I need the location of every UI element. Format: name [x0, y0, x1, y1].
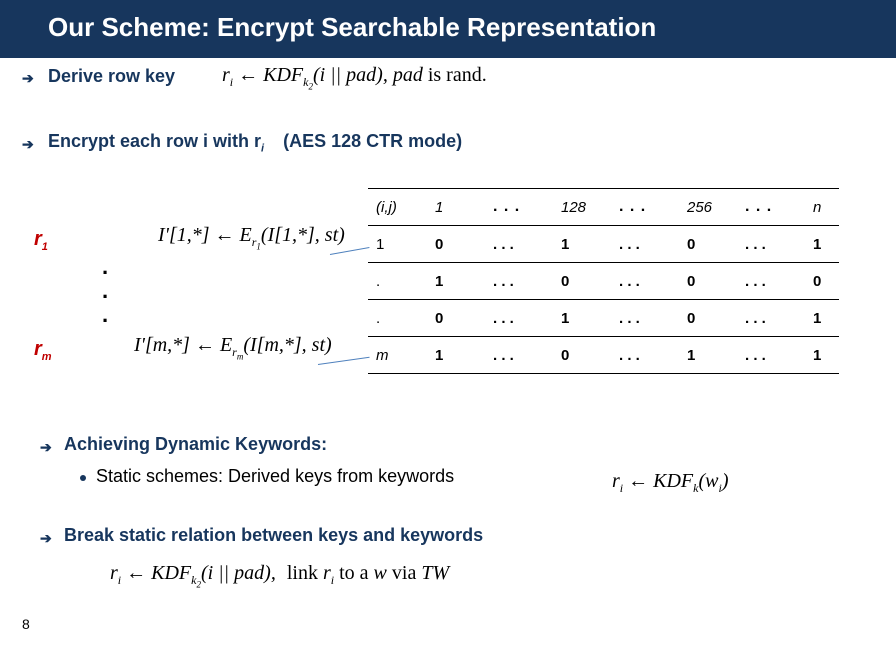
eq4-arrow: ← [126, 562, 147, 584]
encm-sub: r [232, 345, 237, 359]
matrix-cell: . . . [737, 226, 805, 263]
eq3-fn-sub: k [693, 481, 699, 495]
b2-label: Encrypt each row i with r [48, 131, 262, 151]
matrix-cell: . . . [737, 337, 805, 374]
matrix-cell: 0 [805, 263, 839, 300]
rm-label: r [34, 338, 42, 360]
matrix-row [368, 300, 839, 337]
matrix-row [368, 226, 839, 263]
matrix-cell: . . . [737, 300, 805, 337]
matrix-header-row [368, 189, 839, 226]
matrix-cell: . . . [611, 226, 679, 263]
sub-bullet-static-schemes: Static schemes: Derived keys from keywords [96, 466, 455, 486]
equation-static-keys [612, 470, 728, 496]
encm-args: (I[m,*], st) [243, 334, 332, 356]
arrow-bullet-icon: ➔ [40, 530, 52, 546]
matrix-row [368, 337, 839, 374]
matrix-cell: 1 [679, 337, 737, 374]
matrix-cell: 0 [679, 226, 737, 263]
eq4-tw: TW [421, 562, 450, 584]
rm-sub: m [41, 351, 52, 363]
eq3-lhs-sub: i [619, 481, 624, 495]
matrix-row [368, 263, 839, 300]
equation-dynamic-link [110, 562, 449, 589]
matrix-cell: . . . [485, 226, 553, 263]
matrix-cell: 1 [805, 300, 839, 337]
matrix-cell: 1 [553, 226, 611, 263]
matrix-cell: . . . [611, 300, 679, 337]
eq4-fn-subsub: 2 [196, 579, 201, 590]
equation-encrypt-row-1 [158, 224, 345, 251]
r1-sub: 1 [41, 241, 48, 253]
vertical-dot-2: . [102, 278, 109, 303]
matrix-header-cell: n [805, 189, 839, 226]
matrix-cell: . . . [485, 300, 553, 337]
matrix-row-index: 1 [368, 226, 427, 263]
eq4-r-sub: i [330, 573, 335, 587]
eq1-tail-var: pad [392, 64, 423, 86]
matrix-cell: 1 [427, 337, 485, 374]
r1-label: r [34, 228, 42, 250]
eq1-tail-text: is rand. [427, 64, 487, 86]
matrix-cell: 0 [553, 337, 611, 374]
matrix-cell: 1 [427, 263, 485, 300]
bullet-break-static-relation: Break static relation between keys and keywords [64, 525, 484, 545]
eq3-args-sub: i [718, 481, 722, 495]
dot-bullet-icon [80, 475, 86, 481]
searchable-index-matrix [368, 188, 839, 374]
matrix-header-cell: . . . [611, 189, 679, 226]
matrix-row-index: . [368, 263, 427, 300]
matrix-cell: . . . [485, 263, 553, 300]
eq1-fn: KDF [263, 64, 304, 86]
matrix-header-cell: 1 [427, 189, 485, 226]
matrix-row-index: m [368, 337, 427, 374]
eq4-args: (i || pad), [200, 562, 276, 584]
eq3-args: (w [698, 470, 719, 492]
vertical-dot-3: . [102, 302, 109, 327]
matrix-row-index: . [368, 300, 427, 337]
matrix-header-cell: (i,j) [368, 189, 427, 226]
eq3-lhs: r [612, 470, 620, 492]
arrow-bullet-icon: ➔ [40, 439, 52, 455]
eq4-via: via [391, 562, 417, 584]
matrix-cell: 1 [553, 300, 611, 337]
enc1-subsub: 1 [256, 241, 261, 252]
matrix-header-cell: . . . [737, 189, 805, 226]
eq4-toa: to a [339, 562, 369, 584]
matrix-cell: 0 [679, 263, 737, 300]
eq1-lhs: r [222, 64, 230, 86]
eq4-r: r [322, 562, 331, 584]
eq4-link: link [286, 562, 318, 584]
matrix-cell: 0 [427, 300, 485, 337]
eq4-lhs: r [110, 562, 118, 584]
enc1-args: (I[1,*], st) [260, 224, 345, 246]
matrix-cell: 0 [679, 300, 737, 337]
matrix-header-cell: 256 [679, 189, 737, 226]
matrix-cell: . . . [611, 337, 679, 374]
eq4-fn-sub: k [191, 573, 197, 587]
eq1-fn-sub: k [303, 75, 309, 89]
row-key-rm [34, 338, 52, 363]
b2-mode: (AES 128 CTR mode) [283, 131, 463, 151]
eq3-arrow: ← [628, 470, 649, 492]
bullet-encrypt-row [48, 131, 462, 155]
arrow-bullet-icon: ➔ [22, 70, 34, 86]
bullet-dynamic-keywords: Achieving Dynamic Keywords: [64, 434, 328, 454]
eq4-lhs-sub: i [117, 573, 122, 587]
matrix-cell: . . . [611, 263, 679, 300]
enc1-main: I'[1,*] ← E [158, 224, 252, 246]
matrix-cell: 1 [805, 337, 839, 374]
matrix-cell: 0 [553, 263, 611, 300]
vertical-dot-1: . [102, 254, 109, 279]
eq1-lhs-sub: i [229, 75, 234, 89]
page-title: Our Scheme: Encrypt Searchable Representation [48, 12, 657, 42]
enc1-sub: r [251, 235, 257, 249]
bullet-derive-row-key: Derive row key [48, 66, 176, 86]
matrix-header-cell: 128 [553, 189, 611, 226]
equation-encrypt-row-m [134, 334, 332, 361]
matrix-cell: . . . [737, 263, 805, 300]
matrix-cell: 0 [427, 226, 485, 263]
b2-sub: i [261, 142, 265, 155]
row-key-r1 [34, 228, 48, 253]
equation-derive-row-key [222, 64, 487, 91]
matrix-header-cell: . . . [485, 189, 553, 226]
page-number: 8 [22, 616, 30, 632]
eq3-close: ) [721, 470, 729, 492]
encm-main: I'[m,*] ← E [134, 334, 233, 356]
matrix-cell: 1 [805, 226, 839, 263]
eq1-args: (i || pad), [312, 64, 388, 86]
eq4-fn: KDF [151, 562, 192, 584]
eq3-fn: KDF [653, 470, 694, 492]
matrix-cell: . . . [485, 337, 553, 374]
arrow-bullet-icon: ➔ [22, 136, 34, 152]
eq1-arrow: ← [238, 64, 259, 86]
eq1-fn-subsub: 2 [308, 81, 313, 92]
encm-subsub: m [236, 351, 244, 362]
eq4-w: w [373, 562, 387, 584]
